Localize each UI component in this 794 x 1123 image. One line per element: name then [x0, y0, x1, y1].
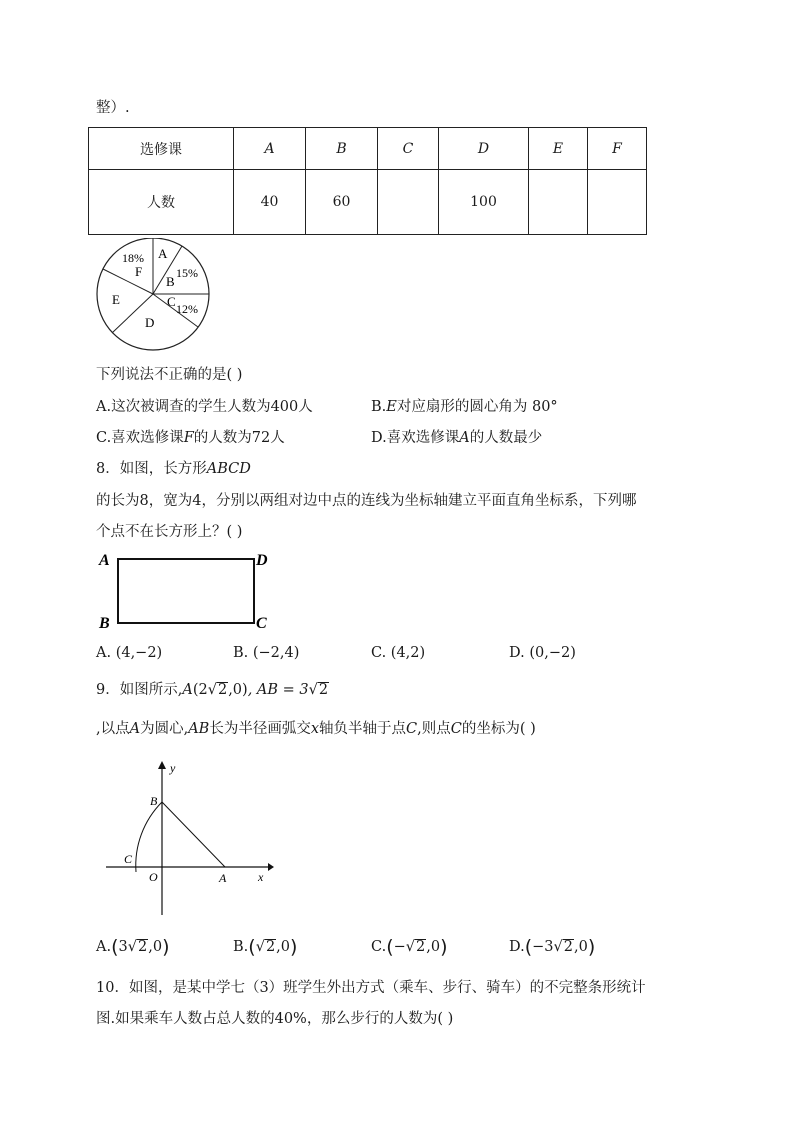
table-header-cell: 选修课 [89, 128, 234, 170]
table-cell [378, 170, 439, 235]
pie-label-f: F [135, 264, 143, 279]
arc-bc [136, 802, 162, 872]
axis-label-x: x [258, 870, 264, 884]
table-header-cell: D [439, 128, 529, 170]
table-data-row [89, 170, 647, 235]
point-label-o: O [149, 870, 158, 884]
point-label-b: B [150, 794, 158, 808]
rect-label-c: C [256, 615, 267, 632]
rectangle-figure [96, 548, 281, 636]
q7-option-d: D.喜欢选修课A的人数最少 [371, 430, 543, 446]
table-header-row [89, 128, 647, 170]
pie-label-a: A [158, 246, 168, 261]
q8-line2: 的长为8，宽为4，分别以两组对边中点的连线为坐标轴建立平面直角坐标系，下列哪 [96, 493, 637, 509]
q8-option-c: C. (4,2) [371, 645, 426, 661]
pie-label-b: B [166, 274, 175, 289]
table-header-cell: F [588, 128, 647, 170]
q8-option-b: B. (−2,4) [233, 645, 300, 661]
q7-stem: 下列说法不正确的是( ) [96, 367, 243, 383]
pie-percent-f: 18% [122, 251, 144, 265]
table-cell: 60 [306, 170, 378, 235]
q8-option-a: A. (4,−2) [96, 645, 163, 661]
point-label-c: C [124, 852, 133, 866]
q10-line1: 10．如图，是某中学七（3）班学生外出方式（乘车、步行、骑车）的不完整条形统计 [96, 980, 646, 996]
rect-label-d: D [256, 552, 268, 569]
rect-label-b: B [99, 615, 110, 632]
q8-option-d: D. (0,−2) [509, 645, 576, 661]
table-header-cell: B [306, 128, 378, 170]
point-label-a: A [219, 871, 227, 885]
rectangle-abcd [118, 559, 254, 623]
table-header-cell: A [234, 128, 306, 170]
q7-option-c: C.喜欢选修课F的人数为72人 [96, 430, 285, 446]
table-cell: 100 [439, 170, 529, 235]
coordinate-figure [100, 755, 275, 920]
rect-label-a: A [99, 552, 110, 569]
pie-percent-b: 15% [176, 266, 198, 280]
elective-table [88, 127, 647, 235]
q9-option-d: D.(−3√2,0) [509, 936, 596, 958]
pie-percent-c: 12% [176, 302, 198, 316]
q8-line1: 8．如图，长方形ABCD [96, 461, 251, 477]
table-header-cell: C [378, 128, 439, 170]
q7-option-b: B.E对应扇形的圆心角为 80° [371, 399, 558, 415]
table-row-label: 人数 [89, 170, 234, 235]
pie-label-e: E [112, 292, 120, 307]
q8-line3: 个点不在长方形上？( ) [96, 524, 243, 540]
intro-tail: 整）. [96, 100, 130, 116]
y-axis-arrow [158, 761, 166, 769]
q10-line2: 图.如果乘车人数占总人数的40%，那么步行的人数为( ) [96, 1011, 454, 1027]
pie-label-d: D [145, 315, 155, 330]
q9-option-b: B.(√2,0) [233, 936, 298, 958]
x-axis-arrow [268, 863, 274, 871]
q7-option-a: A.这次被调查的学生人数为400人 [96, 399, 313, 415]
table-cell [588, 170, 647, 235]
table-header-cell: E [529, 128, 588, 170]
q9-option-c: C.(−√2,0) [371, 936, 448, 958]
pie-chart [94, 238, 212, 356]
segment-ab [162, 802, 225, 867]
q9-line2: ,以点A为圆心,AB长为半径画弧交x轴负半轴于点C,则点C的坐标为( ) [96, 721, 536, 737]
axis-label-y: y [170, 761, 176, 775]
table-cell [529, 170, 588, 235]
table-cell: 40 [234, 170, 306, 235]
q9-line1: 9．如图所示,A(2√2,0), AB = 3√2 [96, 682, 329, 698]
pie-label-c: C [167, 294, 176, 309]
q9-option-a: A.(3√2,0) [96, 936, 170, 958]
pie-divider [103, 269, 153, 294]
